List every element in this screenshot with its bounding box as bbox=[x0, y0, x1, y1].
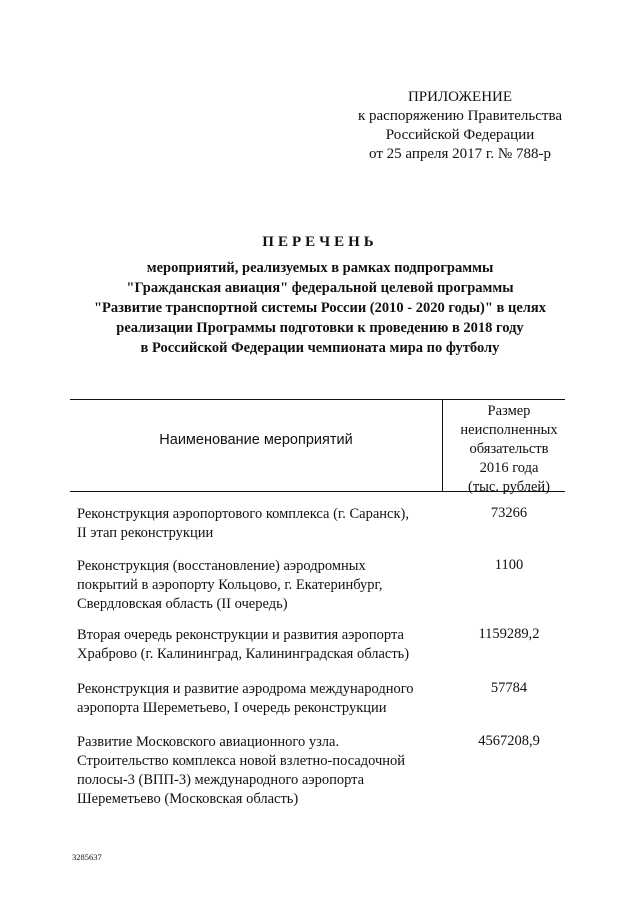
table-row-name bbox=[77, 733, 442, 809]
header-size-line: 2016 года bbox=[479, 460, 539, 476]
row-name-line: Реконструкция (восстановление) аэродромных bbox=[77, 558, 366, 574]
subtitle-line: "Развитие транспортной системы России (2010 - 2020 годы)" в целях bbox=[93, 300, 547, 316]
table-header-divider bbox=[442, 399, 443, 492]
appendix-line-2: Российской Федерации bbox=[385, 127, 535, 143]
column-header-name: Наименование мероприятий bbox=[159, 432, 353, 448]
row-name-line: Свердловская область (II очередь) bbox=[77, 596, 288, 612]
table-top-rule bbox=[70, 399, 565, 400]
header-size-line: (тыс. рублей) bbox=[468, 479, 550, 495]
table-row-name bbox=[77, 505, 442, 543]
subtitle-line: в Российской Федерации чемпионата мира по футболу bbox=[140, 340, 500, 356]
subtitle-line: реализации Программы подготовки к проведению в 2018 году bbox=[116, 320, 524, 336]
table-row-value: 1159289,2 bbox=[478, 626, 540, 642]
appendix-title: ПРИЛОЖЕНИЕ bbox=[407, 89, 513, 105]
row-name-line: покрытий в аэропорту Кольцово, г. Екатеринбург, bbox=[77, 577, 383, 593]
table-row-name bbox=[77, 557, 442, 614]
table-row-name bbox=[77, 680, 442, 718]
table-row-value: 1100 bbox=[494, 557, 524, 573]
document-subtitle bbox=[60, 258, 580, 358]
row-name-line: Реконструкция и развитие аэродрома международного bbox=[77, 681, 414, 697]
row-name-line: II этап реконструкции bbox=[77, 525, 214, 541]
appendix-line-3: от 25 апреля 2017 г. № 788-р bbox=[369, 146, 551, 162]
header-size-line: неисполненных bbox=[460, 422, 558, 438]
table-row-value: 57784 bbox=[490, 680, 528, 696]
row-name-line: Шереметьево (Московская область) bbox=[77, 791, 299, 807]
subtitle-line: "Гражданская авиация" федеральной целевой программы bbox=[126, 280, 514, 296]
row-name-line: Реконструкция аэропортового комплекса (г. Саранск), bbox=[77, 506, 409, 522]
row-name-line: полосы-3 (ВПП-3) международного аэропорта bbox=[77, 772, 365, 788]
table-row-value: 4567208,9 bbox=[478, 733, 540, 749]
document-title: ПЕРЕЧЕНЬ bbox=[262, 234, 378, 250]
table-row-name bbox=[77, 626, 442, 664]
table-row-value: 73266 bbox=[490, 505, 528, 521]
document-code: 3285637 bbox=[72, 852, 102, 862]
subtitle-line: мероприятий, реализуемых в рамках подпрограммы bbox=[146, 260, 494, 276]
header-size-line: обязательств bbox=[469, 441, 549, 457]
row-name-line: Строительство комплекса новой взлетно-посадочной bbox=[77, 753, 406, 769]
appendix-line-1: к распоряжению Правительства bbox=[357, 108, 562, 124]
appendix-header bbox=[330, 88, 590, 164]
header-size-line: Размер bbox=[487, 403, 531, 419]
row-name-line: Развитие Московского авиационного узла. bbox=[77, 734, 340, 750]
row-name-line: аэропорта Шереметьево, I очередь реконструкции bbox=[77, 700, 387, 716]
row-name-line: Храброво (г. Калининград, Калининградская область) bbox=[77, 646, 410, 662]
column-header-size bbox=[448, 402, 570, 497]
row-name-line: Вторая очередь реконструкции и развития аэропорта bbox=[77, 627, 404, 643]
